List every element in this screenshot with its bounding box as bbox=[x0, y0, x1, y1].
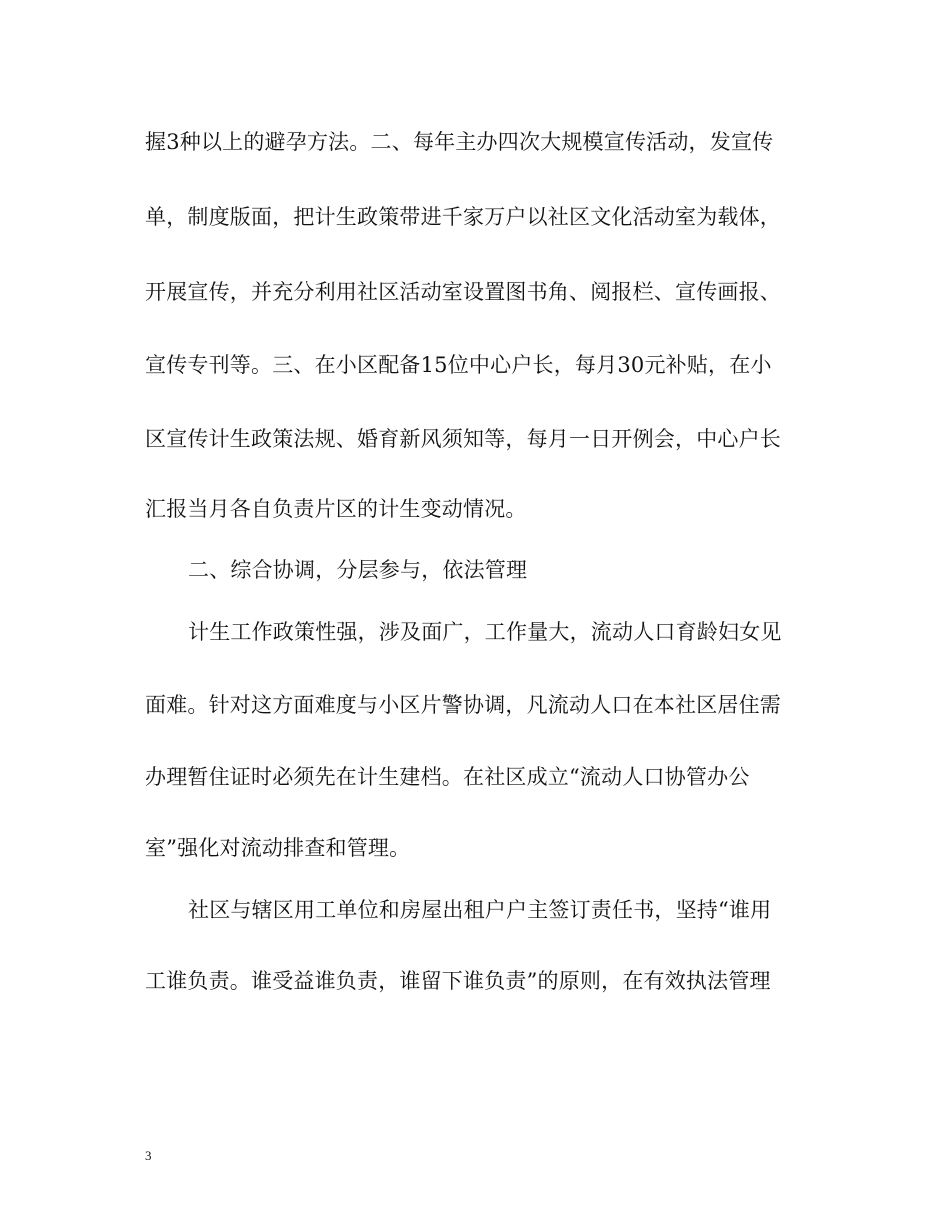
body-text-line: 宣传专刊等。三、在小区配备15位中心户长，每月30元补贴，在小 bbox=[145, 353, 772, 377]
body-text-line: 握3种以上的避孕方法。二、每年主办四次大规模宣传活动，发宣传 bbox=[145, 130, 774, 154]
body-text-line: 区宣传计生政策法规、婚育新风须知等，每月一日开例会，中心户长 bbox=[145, 427, 781, 451]
section-heading: 二、综合协调，分层参与，依法管理 bbox=[188, 558, 528, 582]
body-text-line: 工谁负责。谁受益谁负责，谁留下谁负责”的原则，在有效执法管理 bbox=[145, 969, 771, 993]
paragraph-first-line: 计生工作政策性强，涉及面广，工作量大，流动人口育龄妇女见 bbox=[188, 620, 782, 644]
body-text-line: 汇报当月各自负责片区的计生变动情况。 bbox=[145, 497, 527, 521]
paragraph-first-line: 社区与辖区用工单位和房屋出租户户主签订责任书，坚持“谁用 bbox=[188, 898, 772, 922]
page-number: 3 bbox=[145, 1148, 152, 1163]
body-text-line: 单，制度版面，把计生政策带进千家万户以社区文化活动室为载体， bbox=[145, 205, 781, 229]
body-text-line: 室”强化对流动排查和管理。 bbox=[145, 836, 411, 860]
body-text-line: 办理暂住证时必须先在计生建档。在社区成立“流动人口协管办公 bbox=[145, 765, 750, 789]
body-text-line: 面难。针对这方面难度与小区片警协调，凡流动人口在本社区居住需 bbox=[145, 693, 781, 717]
body-text-line: 开展宣传，并充分利用社区活动室设置图书角、阅报栏、宣传画报、 bbox=[145, 280, 781, 304]
